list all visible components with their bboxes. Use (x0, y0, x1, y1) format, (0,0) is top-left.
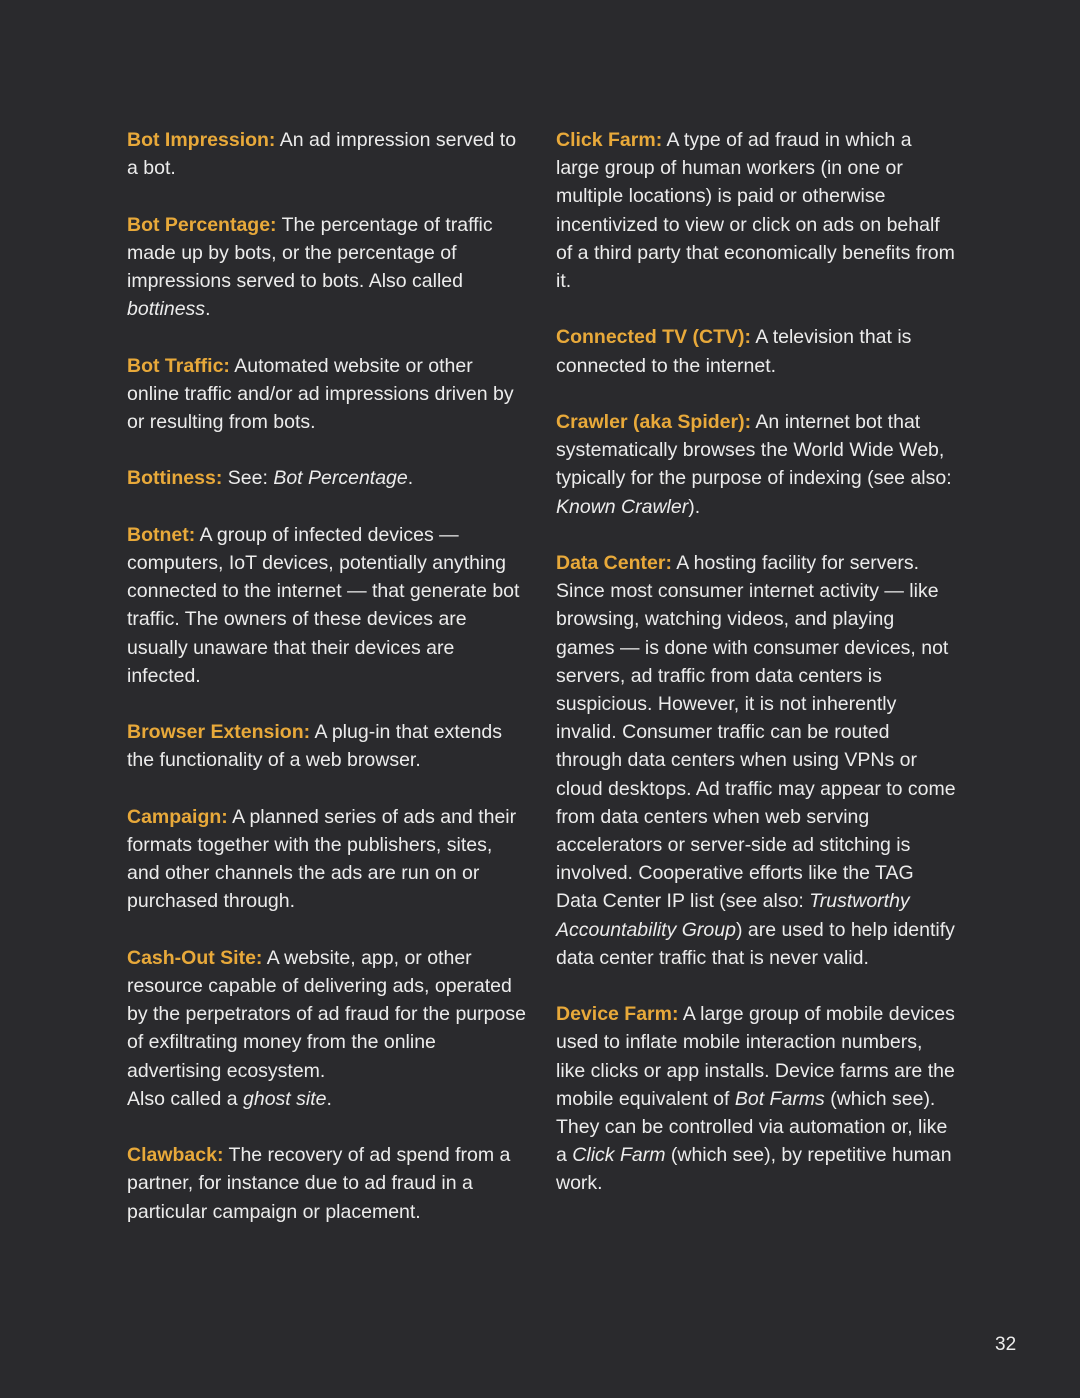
definition-italic: Known Crawler (556, 495, 689, 518)
entry-bot-impression (127, 126, 527, 182)
definition: See: (227, 467, 268, 490)
entry-bot-traffic (127, 352, 527, 437)
definition: An internet bot that systematically browses the World Wide Web, typically for the purpose of indexing (see also: (556, 411, 952, 490)
term: Clawback: (127, 1144, 224, 1167)
definition-italic-2: Click Farm (572, 1144, 666, 1167)
definition-end: (which see), by repetitive human work. (556, 1144, 952, 1195)
definition: The recovery of ad spend from a partner, for instance due to ad fraud in a particular campaign or placement. (127, 1144, 511, 1223)
entry-campaign (127, 803, 527, 916)
term: Campaign: (127, 805, 228, 828)
definition: A television that is connected to the internet. (556, 326, 912, 377)
definition: An ad impression served to a bot. (127, 129, 517, 180)
term: Click Farm: (556, 129, 663, 151)
definition-middle: (which see). They can be controlled via automation or, like a (556, 1087, 948, 1167)
definition-italic: Bot Percentage (273, 467, 408, 490)
term: Cash-Out Site: (127, 946, 263, 969)
term: Crawler (aka Spider): (556, 411, 752, 433)
definition: A group of infected devices — computers, IoT devices, potentially anything connected to the internet — that generate bot traffic. The owners of these devices are usually unaware that their devices are infected. (127, 523, 520, 687)
entry-connected-tv (556, 323, 956, 379)
entry-data-center (556, 549, 956, 972)
definition-end: ) are used to help identify data center traffic that is never valid. (556, 918, 955, 969)
definition: A type of ad fraud in which a large group of human workers (in one or multiple locations) is paid or otherwise incentivized to view or click on ads on behalf of a third party that economically benefits from it. (556, 129, 955, 293)
definition: Automated website or other online traffic and/or ad impressions driven by or resulting from bots. (127, 354, 514, 433)
definition-italic: Trustworthy Accountability Group (556, 890, 910, 941)
entry-clawback (127, 1141, 527, 1226)
right-column (556, 126, 956, 1226)
entry-cash-out-site (127, 944, 527, 1113)
term: Device Farm: (556, 1003, 679, 1026)
term: Botnet: (127, 523, 196, 546)
definition-end: . (407, 467, 414, 490)
entry-browser-extension (127, 718, 527, 774)
term: Bottiness: (127, 467, 223, 490)
entry-bottiness (127, 464, 527, 492)
definition-italic: ghost site (243, 1087, 327, 1110)
definition: The percentage of traffic made up by bots, or the percentage of impressions served to bots. Also called (127, 213, 493, 292)
definition-end: . (205, 298, 211, 321)
definition: A hosting facility for servers. Since most consumer internet activity — like browsing, watching videos, and playing games — is done with consumer devices, not servers, ad traffic from data centers is suspicious. However, it is not inherently invalid. Consumer traffic can be routed through data centers when using VPNs or cloud desktops. Ad traffic may appear to come from data centers when web serving accelerators or server-side ad stitching is involved. Cooperative efforts like the TAG Data Center IP list (see also: (556, 552, 956, 913)
page-number: 32 (995, 1334, 1017, 1355)
term: Browser Extension: (127, 721, 311, 744)
left-column (127, 126, 527, 1254)
definition-italic: bottiness (127, 298, 206, 321)
entry-botnet (127, 521, 527, 690)
term: Bot Traffic: (127, 354, 230, 377)
term: Data Center: (556, 552, 672, 574)
term: Connected TV (CTV): (556, 326, 751, 349)
entry-crawler (556, 408, 956, 521)
entry-device-farm (556, 1000, 956, 1197)
definition-end: . (326, 1087, 332, 1110)
term: Bot Impression: (127, 129, 276, 151)
entry-bot-percentage (127, 211, 527, 324)
definition-end: ). (688, 495, 701, 518)
definition: A large group of mobile devices used to inflate mobile interaction numbers, like clicks or app installs. Device farms are the mobile equivalent of (556, 1003, 955, 1110)
term: Bot Percentage: (127, 213, 277, 236)
definition: A plug-in that extends the functionality of a web browser. (127, 721, 503, 772)
entry-click-farm (556, 126, 956, 295)
definition: A website, app, or other resource capable of delivering ads, operated by the perpetrators of ad fraud for the purpose of exfiltrating money from the online advertising ecosystem. (127, 946, 526, 1082)
definition: A planned series of ads and their formats together with the publishers, sites, and other channels the ads are run on or purchased through. (127, 805, 517, 913)
definition-2: Also called a (127, 1087, 238, 1110)
definition-italic: Bot Farms (734, 1087, 825, 1110)
